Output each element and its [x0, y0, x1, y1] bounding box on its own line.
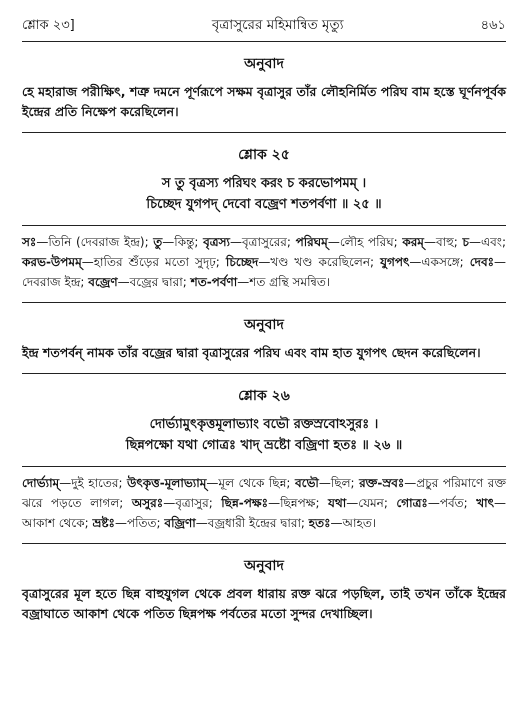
synonym-term: চিচ্ছেদ	[225, 255, 259, 269]
verse-26-line-2: ছিন্নপক্ষো যথা গোত্রঃ খাদ্ ভ্রষ্টো বজ্রিণা হতঃ ॥ ২৬ ॥	[125, 438, 403, 453]
synonym-term: খাৎ	[476, 496, 494, 510]
verse-25-line-2: চিচ্ছেদ যুগপদ্ দেবো বজ্রেণ শতপর্বণা ॥ ২৫ ॥	[146, 197, 382, 212]
synonym-term: পরিঘম্	[295, 235, 328, 249]
synonym-meaning: —পর্বত;	[427, 496, 477, 510]
divider-2	[22, 225, 506, 226]
synonym-term: রক্ত-স্রবঃ	[359, 476, 405, 490]
book-page	[22, 14, 506, 624]
verse-26-synonyms	[22, 473, 506, 533]
synonym-term: দোর্ভ্যাম্	[22, 476, 60, 490]
translation-text-3: বৃত্রাসুরের মূল হতে ছিন্ন বাহুযুগল থেকে প্রবল ধারায় রক্ত ঝরে পড়ছিল, তাই তখন তাঁকে ইন্দ্রের বজ্রাঘাতে আকাশ থেকে পতিত ছিন্নপক্ষ পর্বতের মতো সুন্দর দেখাচ্ছিল।	[22, 586, 506, 621]
verse-26-heading: শ্লোক ২৬	[238, 388, 290, 404]
synonym-term: বৃত্রস্য	[203, 235, 230, 249]
synonym-term: বজ্রিণা	[164, 516, 196, 530]
synonym-meaning: —বাহু;	[423, 235, 463, 249]
synonym-meaning: —দেবরাজ ইন্দ্র;	[22, 255, 507, 289]
synonym-meaning: —খণ্ড খণ্ড করেছিলেন;	[258, 255, 381, 269]
divider-6	[22, 543, 506, 544]
synonym-meaning: —বৃত্রাসুর;	[163, 496, 222, 510]
divider-1	[22, 132, 506, 133]
synonym-term: করভ-উপমম্	[22, 255, 82, 269]
synonym-meaning: —আহত।	[330, 516, 377, 530]
divider-4	[22, 373, 506, 374]
synonym-meaning: —বৃত্রাসুরের;	[229, 235, 296, 249]
synonym-term: যথা	[328, 496, 347, 510]
synonym-term: বজ্রেণ	[88, 275, 118, 289]
translation-heading-2: অনুবাদ	[244, 317, 284, 333]
synonym-meaning: —যেমন;	[346, 496, 397, 510]
synonym-term: বভৌ	[294, 476, 319, 490]
verse-25-heading: শ্লোক ২৫	[238, 147, 290, 163]
synonym-term: তু	[153, 235, 163, 249]
synonym-term: অসুরঃ	[131, 496, 164, 510]
synonym-meaning: —এবং;	[468, 235, 506, 249]
synonym-meaning: —মূল থেকে ছিন্ন;	[206, 476, 295, 490]
verse-26-line-1: দোর্ভ্যামুৎকৃত্তমূলাভ্যাং বভৌ রক্তস্রবোঽসুরঃ ।	[149, 417, 379, 432]
synonym-term: শত-পর্বণা	[190, 275, 238, 289]
verse-25-synonyms	[22, 232, 506, 292]
synonym-meaning: —হাতির শুঁড়ের মতো সুদৃঢ়;	[81, 255, 226, 269]
synonym-meaning: —দুই হাতের;	[59, 476, 128, 490]
translation-heading-3: অনুবাদ	[244, 558, 284, 574]
synonym-meaning: —তিনি (দেবরাজ ইন্দ্র);	[36, 235, 154, 249]
synonym-meaning: —বজ্রের দ্বারা;	[117, 275, 191, 289]
translation-heading-1: অনুবাদ	[244, 56, 284, 72]
synonym-meaning: —আকাশ থেকে;	[22, 496, 506, 530]
synonym-meaning: —ছিন্নপক্ষ;	[268, 496, 329, 510]
synonym-meaning: —প্রচুর পরিমাণে রক্ত ঝরে পড়তে লাগল;	[22, 476, 506, 510]
divider-3	[22, 302, 506, 303]
chapter-title: বৃত্রাসুরের মহিমান্বিত মৃত্যু	[211, 17, 344, 33]
synonym-meaning: —কিন্তু;	[162, 235, 204, 249]
synonym-term: গোত্রঃ	[396, 496, 428, 510]
page-header	[22, 14, 506, 42]
synonym-meaning: —শত গ্রন্থি সমন্বিত।	[237, 275, 331, 289]
synonym-meaning: —একসঙ্গে;	[409, 255, 470, 269]
translation-text-2: ইন্দ্র শতপর্বন্ নামক তাঁর বজ্রের দ্বারা বৃত্রাসুরের পরিঘ এবং বাম হাত যুগপৎ ছেদন করেছিলেন।	[22, 345, 481, 360]
synonym-term: ভ্রষ্টঃ	[92, 516, 115, 530]
synonym-term: চ	[462, 235, 469, 249]
synonym-meaning: —পতিত;	[114, 516, 165, 530]
synonym-term: উৎকৃত্ত-মূলাভ্যাম্	[127, 476, 207, 490]
synonym-term: ছিন্ন-পক্ষঃ	[221, 496, 269, 510]
divider-5	[22, 466, 506, 467]
translation-text-1: হে মহারাজ পরীক্ষিৎ, শত্রু দমনে পূর্ণরূপে সক্ষম বৃত্রাসুর তাঁর লৌহনির্মিত পরিঘ বাম হস্তে ঘূর্ণনপূর্বক ইন্দ্রের প্রতি নিক্ষেপ করেছিলেন।	[22, 84, 506, 119]
synonym-term: হতঃ	[308, 516, 331, 530]
header-verse-ref: শ্লোক ২৩]	[22, 18, 75, 33]
page-number: ৪৬১	[480, 18, 506, 33]
synonym-term: করম্	[402, 235, 424, 249]
verse-25-line-1: স তু বৃত্রস্য পরিঘং করং চ করভোপমম্ ।	[161, 176, 367, 191]
synonym-meaning: —ছিল;	[318, 476, 360, 490]
synonym-term: দেবঃ	[469, 255, 495, 269]
synonym-term: যুগপৎ	[380, 255, 410, 269]
synonym-meaning: —লৌহ পরিঘ;	[327, 235, 403, 249]
synonym-term: সঃ	[22, 235, 37, 249]
synonym-meaning: —বজ্রধারী ইন্দ্রের দ্বারা;	[195, 516, 309, 530]
